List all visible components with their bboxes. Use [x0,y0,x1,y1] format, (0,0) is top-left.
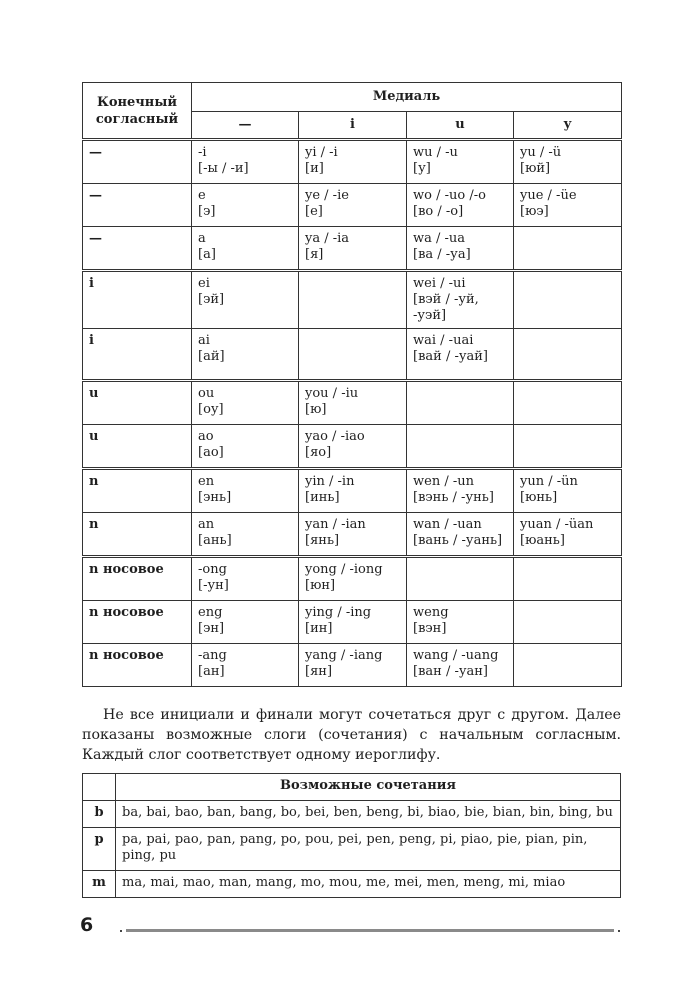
pinyin-text: ai [198,333,210,348]
pinyin-text: wai / -uai [413,333,474,348]
final-cell [514,381,622,425]
pinyin-text: wu / -u [413,145,458,160]
syllables-cell: ma, mai, mao, man, mang, mo, mou, me, mei, men, meng, mi, miao [116,871,621,898]
pinyin-text: -ang [198,648,227,663]
final-cell [299,601,407,644]
final-cell [514,425,622,469]
table-row [83,140,622,184]
final-cell [407,271,514,329]
pinyin-text: wei / -ui [413,276,466,291]
final-cell [407,469,514,513]
initial-cell: p [83,828,116,871]
final-cell [514,271,622,329]
table-row [83,227,622,271]
russian-transcription: [я] [305,247,324,262]
final-consonant-cell: i [83,329,192,381]
pinyin-text: yu / -ü [520,145,562,160]
syllables-cell: pa, pai, pao, pan, pang, po, pou, pei, pen, peng, pi, piao, pie, pian, pin, ping, pu [116,828,621,871]
russian-transcription: [-ун] [198,578,229,593]
final-consonant-cell: i [83,271,192,329]
pinyin-text: en [198,474,215,489]
final-cell [514,557,622,601]
table-row [83,601,622,644]
final-consonant-cell: — [83,227,192,271]
table-row [83,801,621,828]
final-cell [514,184,622,227]
russian-transcription: [ань] [198,533,232,548]
final-cell [514,469,622,513]
russian-transcription: [ан] [198,664,225,679]
final-cell [299,381,407,425]
pinyin-text: yi / -i [305,145,338,160]
russian-transcription: [вэн] [413,621,447,636]
russian-transcription: [ин] [305,621,333,636]
final-cell [299,513,407,557]
russian-transcription: [вай / -уай] [413,349,488,364]
final-cell [192,513,299,557]
russian-transcription: [юнь] [520,490,558,505]
final-consonant-cell: n носовое [83,644,192,687]
final-cell [192,227,299,271]
table-row [83,329,622,381]
pinyin-text: ye / -ie [305,188,349,203]
final-consonant-cell: n [83,469,192,513]
final-cell [192,381,299,425]
intro-paragraph: Не все инициали и финали могут сочетаться друг с другом. Далее показаны возможные слоги (сочетания) с начальным согласным. Каждый слог соответствует одному иероглифу. [82,707,621,763]
russian-transcription: [ю] [305,402,327,417]
medial-col-header: i [299,112,407,140]
pinyin-text: wo / -uo /-o [413,188,486,203]
final-cell [407,513,514,557]
final-cell [192,644,299,687]
finals-body [83,140,622,687]
final-cell [192,425,299,469]
pinyin-text: wang / -uang [413,648,499,663]
combinations-title: Возможные сочетания [116,774,621,801]
pinyin-text: ou [198,386,215,401]
final-cell [299,227,407,271]
russian-transcription: [ай] [198,349,225,364]
russian-transcription: [вэй / -уй, [413,292,479,307]
final-cell [407,601,514,644]
final-cell [514,513,622,557]
table-row [83,513,622,557]
final-cell [192,184,299,227]
final-cell [407,329,514,381]
footer-dot [618,930,620,932]
table-row [83,271,622,329]
final-cell [299,557,407,601]
final-cell [407,425,514,469]
pinyin-text: yuan / -üan [520,517,594,532]
russian-transcription: [ян] [305,664,333,679]
russian-transcription: [ва / -уа] [413,247,471,262]
pinyin-text: yan / -ian [305,517,366,532]
final-cell [299,184,407,227]
russian-transcription: [-ы / -и] [198,161,249,176]
final-cell [407,227,514,271]
table-row [83,557,622,601]
table-row [83,871,621,898]
final-consonant-cell: — [83,140,192,184]
russian-transcription: [эн] [198,621,225,636]
final-cell [299,271,407,329]
final-cell [192,140,299,184]
final-consonant-cell: u [83,425,192,469]
russian-transcription: [у] [413,161,431,176]
initial-cell: b [83,801,116,828]
initial-cell: m [83,871,116,898]
russian-transcription: [вэнь / -унь] [413,490,494,505]
final-cell [192,469,299,513]
corner-header: Конечный согласный [83,83,192,140]
russian-transcription: [эй] [198,292,225,307]
final-cell [299,140,407,184]
russian-transcription: [и] [305,161,324,176]
final-cell [514,601,622,644]
russian-transcription: [инь] [305,490,340,505]
final-consonant-cell: n носовое [83,601,192,644]
final-cell [299,644,407,687]
russian-transcription: -уэй] [413,308,447,323]
russian-transcription: [вань / -уань] [413,533,503,548]
footer-dot [120,930,122,932]
pinyin-text: you / -iu [305,386,359,401]
final-cell [192,557,299,601]
russian-transcription: [энь] [198,490,232,505]
russian-transcription: [янь] [305,533,340,548]
pinyin-text: ya / -ia [305,231,350,246]
final-consonant-cell: u [83,381,192,425]
table-row [83,469,622,513]
pinyin-text: ying / -ing [305,605,372,620]
russian-transcription: [ао] [198,445,224,460]
final-cell [407,140,514,184]
final-consonant-cell: n носовое [83,557,192,601]
final-cell [299,469,407,513]
russian-transcription: [оу] [198,402,224,417]
pinyin-text: -i [198,145,207,160]
final-cell [514,227,622,271]
pinyin-text: yue / -üe [520,188,577,203]
page-number: 6 [80,914,94,936]
table-row [83,425,622,469]
pinyin-text: -ong [198,562,227,577]
medial-header: Медиаль [192,83,622,112]
russian-transcription: [юэ] [520,204,549,219]
pinyin-text: yun / -ün [520,474,578,489]
final-cell [192,329,299,381]
final-cell [514,329,622,381]
final-cell [407,381,514,425]
pinyin-text: e [198,188,206,203]
final-consonant-cell: — [83,184,192,227]
combinations-table [82,773,621,898]
final-cell [407,184,514,227]
russian-transcription: [юй] [520,161,551,176]
pinyin-text: wan / -uan [413,517,482,532]
syllables-cell: ba, bai, bao, ban, bang, bo, bei, ben, beng, bi, biao, bie, bian, bin, bing, bu [116,801,621,828]
pinyin-text: a [198,231,206,246]
pinyin-text: yin / -in [305,474,355,489]
russian-transcription: [яо] [305,445,332,460]
final-cell [192,601,299,644]
final-cell [407,644,514,687]
table-row [83,381,622,425]
russian-transcription: [е] [305,204,323,219]
pinyin-text: an [198,517,215,532]
pinyin-text: eng [198,605,223,620]
pinyin-text: yang / -iang [305,648,383,663]
medial-col-header: y [514,112,622,140]
pinyin-text: ei [198,276,210,291]
pinyin-text: wen / -un [413,474,474,489]
medial-col-header: u [407,112,514,140]
table-row [83,644,622,687]
russian-transcription: [ван / -уан] [413,664,488,679]
final-cell [514,644,622,687]
pinyin-text: yong / -iong [305,562,383,577]
pinyin-text: weng [413,605,449,620]
table-row [83,828,621,871]
final-consonant-cell: n [83,513,192,557]
footer-rule [126,929,614,932]
pinyin-text: ao [198,429,214,444]
final-cell [192,271,299,329]
russian-transcription: [а] [198,247,216,262]
medial-col-header: — [192,112,299,140]
table-row [83,184,622,227]
finals-table [82,82,622,687]
russian-transcription: [во / -о] [413,204,464,219]
final-cell [407,557,514,601]
pinyin-text: wa / -ua [413,231,466,246]
final-cell [514,140,622,184]
russian-transcription: [э] [198,204,216,219]
russian-transcription: [юн] [305,578,336,593]
russian-transcription: [юань] [520,533,565,548]
final-cell [299,329,407,381]
pinyin-text: yao / -iao [305,429,365,444]
final-cell [299,425,407,469]
